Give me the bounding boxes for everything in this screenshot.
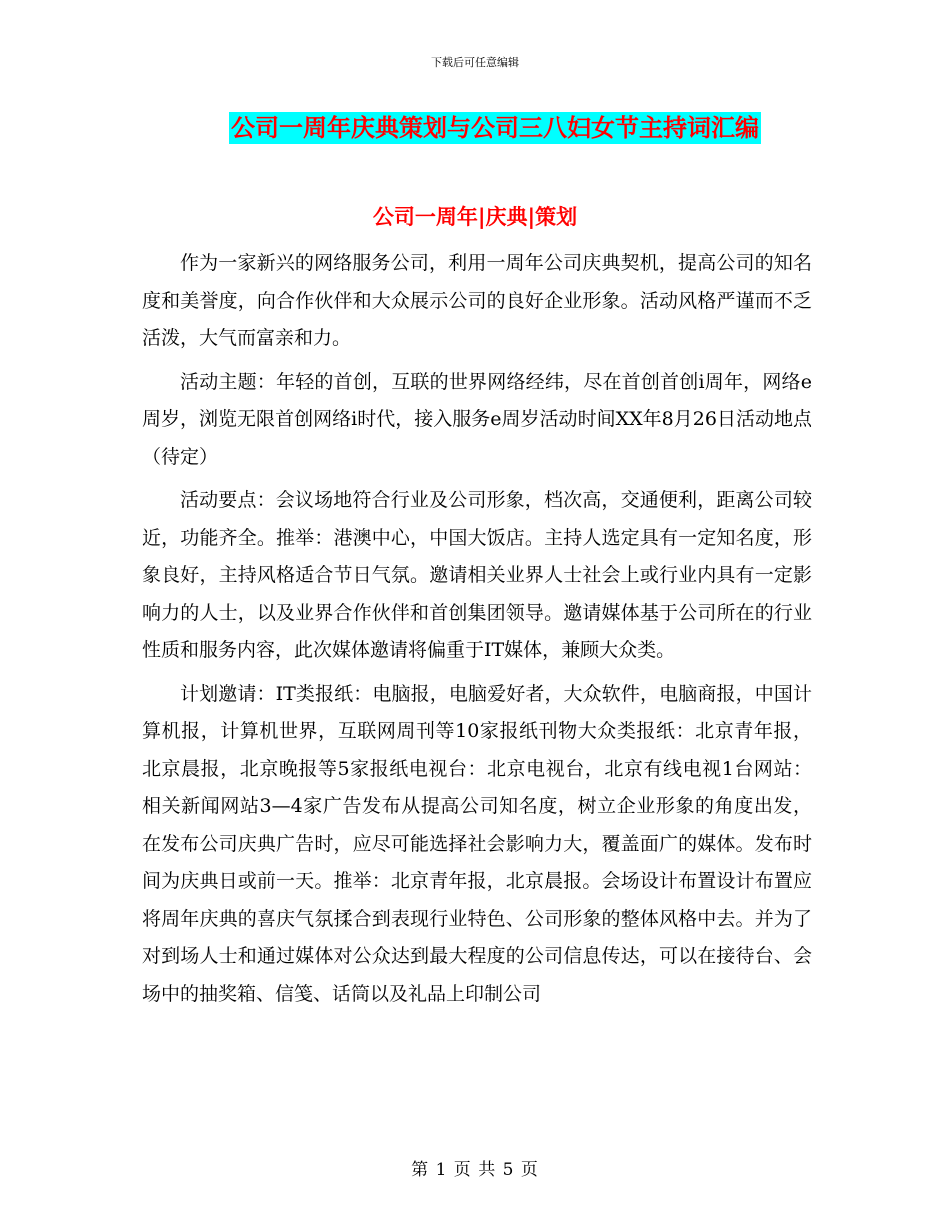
paragraph: 活动要点：会议场地符合行业及公司形象，档次高，交通便利，距离公司较近，功能齐全。推举：港澳中心，中国大饭店。主持人选定具有一定知名度，形象良好，主持风格适合节日气氛。邀请相关业界人士社会上或行业内具有一定影响力的人士，以及业界合作伙伴和首创集团领导。邀请媒体基于公司所在的行业性质和服务内容，此次媒体邀请将偏重于IT媒体，兼顾大众类。: [142, 489, 812, 661]
section-title: 公司一周年|庆典|策划: [372, 205, 578, 229]
document-title: 公司一周年庆典策划与公司三八妇女节主持词汇编: [231, 114, 759, 142]
page-number: 第 1 页 共 5 页: [411, 1160, 539, 1180]
paragraph: 活动主题：年轻的首创，互联的世界网络经纬，尽在首创首创i周年，网络e周岁，浏览无限首创网络i时代，接入服务e周岁活动时间XX年8月26日活动地点（待定）: [142, 370, 812, 468]
document-title-container: [0, 112, 950, 144]
paragraph: 计划邀请：IT类报纸：电脑报，电脑爱好者，大众软件，电脑商报，中国计算机报，计算机世界，互联网周刊等10家报纸刊物大众类报纸：北京青年报，北京晨报，北京晚报等5家报纸电视台：北京电视台，北京有线电视1台网站：相关新闻网站3—4家广告发布从提高公司知名度，树立企业形象的角度出发，在发布公司庆典广告时，应尽可能选择社会影响力大，覆盖面广的媒体。发布时间为庆典日或前一天。推举：北京青年报，北京晨报。会场设计布置设计布置应将周年庆典的喜庆气氛揉合到表现行业特色、公司形象的整体风格中去。并为了对到场人士和通过媒体对公众达到最大程度的公司信息传达，可以在接待台、会场中的抽奖箱、信笺、话筒以及礼品上印制公司: [142, 682, 812, 1005]
paragraph: 作为一家新兴的网络服务公司，利用一周年公司庆典契机，提高公司的知名度和美誉度，向合作伙伴和大众展示公司的良好企业形象。活动风格严谨而不乏活泼，大气而富亲和力。: [142, 252, 812, 349]
header-note: 下载后可任意编辑: [431, 56, 519, 69]
document-body: [142, 245, 812, 1019]
